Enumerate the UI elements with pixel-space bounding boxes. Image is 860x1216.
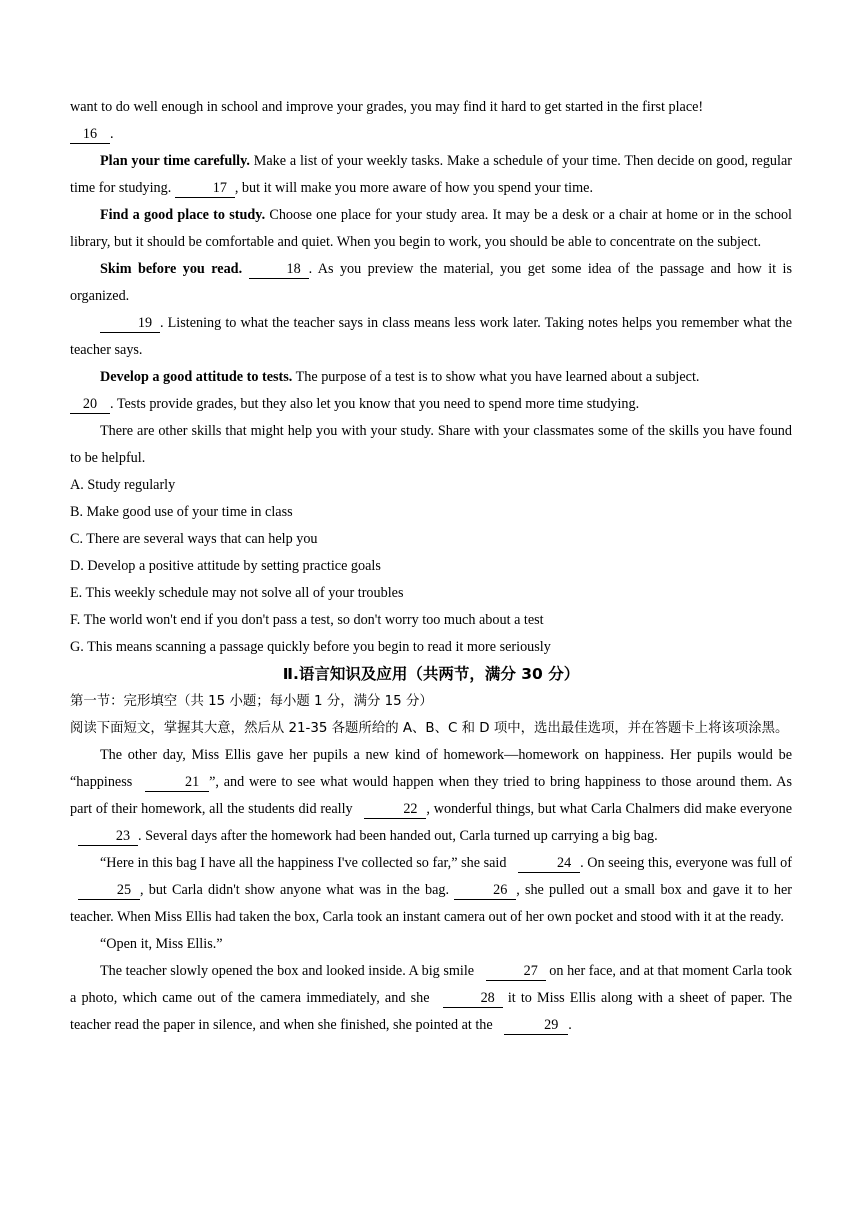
option-a: A. Study regularly xyxy=(70,477,176,493)
document-body xyxy=(70,94,792,1039)
tip-heading: Develop a good attitude to tests. xyxy=(100,369,293,385)
subsection-title: 第一节：完形填空（共 15 小题；每小题 1 分，满分 15 分） xyxy=(70,694,433,709)
blank-25: 25 xyxy=(78,882,140,900)
blank-18: 18 xyxy=(249,261,309,279)
blank-21: 21 xyxy=(145,774,209,792)
paragraph-skim: Skim before you read. 18 . As you preview the material, you get some idea of the passage and how it is organized. xyxy=(70,261,793,304)
paragraph-study-place: Find a good place to study. Choose one place for your study area. It may be a desk or a chair at home or in the school library, but it should be comfortable and quiet. When you begin to work, you should be able to concentrate on the subject. xyxy=(70,207,792,250)
option-e: E. This weekly schedule may not solve all of your troubles xyxy=(70,585,404,601)
paragraph-listen: 19 . Listening to what the teacher says in class means less work later. Taking notes helps you remember what the teacher says. xyxy=(70,315,792,358)
blank-22: 22 xyxy=(364,801,426,819)
paragraph-blank-20: 20 . Tests provide grades, but they also let you know that you need to spend more time studying. xyxy=(70,391,792,418)
cloze-paragraph-1: The other day, Miss Ellis gave her pupils a new kind of homework—homework on happiness. Her pupils would be “happiness 21 ”, and were to see what would happen when they tried to bring happiness to those around them. As part of their homework, all the students did really 22 , wonderful things, but what Carla Chalmers did make everyone 23 . Several days after the homework had been handed out, Carla turned up carrying a big bag. xyxy=(70,747,792,844)
paragraph-intro: want to do well enough in school and improve your grades, you may find it hard to get started in the first place! xyxy=(70,99,704,115)
paragraph-attitude: Develop a good attitude to tests. The purpose of a test is to show what you have learned about a subject. xyxy=(100,369,700,385)
tip-heading: Skim before you read. xyxy=(100,261,243,277)
blank-26: 26 xyxy=(454,882,516,900)
blank-28: 28 xyxy=(443,990,503,1008)
blank-27: 27 xyxy=(486,963,546,981)
section-title: Ⅱ.语言知识及应用（共两节，满分 30 分） xyxy=(282,665,580,683)
cloze-paragraph-4: The teacher slowly opened the box and looked inside. A big smile 27 on her face, and at that moment Carla took a photo, which came out of the camera immediately, and she 28 it to Miss Ellis along with a sheet of paper. The teacher read the paper in silence, and when she finished, she pointed at the 29 . xyxy=(70,963,792,1033)
blank-29: 29 xyxy=(504,1017,568,1035)
blank-23: 23 xyxy=(78,828,138,846)
blank-19: 19 xyxy=(100,315,160,333)
cloze-paragraph-3: “Open it, Miss Ellis.” xyxy=(100,936,223,952)
instructions: 阅读下面短文，掌握其大意，然后从 21-35 各题所给的 A、B、C 和 D 项中，选出最佳选项，并在答题卡上将该项涂黑。 xyxy=(70,721,789,736)
paragraph-plan-time: Plan your time carefully. Make a list of your weekly tasks. Make a schedule of your time. Then decide on good, regular time for studying. 17 , but it will make you more aware of how you spend your time. xyxy=(70,153,792,196)
option-c: C. There are several ways that can help you xyxy=(70,531,318,547)
paragraph-blank-16: 16 . xyxy=(70,121,792,148)
option-f: F. The world won't end if you don't pass a test, so don't worry too much about a test xyxy=(70,612,544,628)
blank-24: 24 xyxy=(518,855,580,873)
option-b: B. Make good use of your time in class xyxy=(70,504,293,520)
paragraph-other-skills: There are other skills that might help you with your study. Share with your classmates some of the skills you have found to be helpful. xyxy=(70,423,792,466)
tip-heading: Find a good place to study. xyxy=(100,207,266,223)
tip-heading: Plan your time carefully. xyxy=(100,153,250,169)
blank-20: 20 xyxy=(70,396,110,414)
blank-17: 17 xyxy=(175,180,235,198)
option-g: G. This means scanning a passage quickly before you begin to read it more seriously xyxy=(70,639,551,655)
blank-16: 16 xyxy=(70,126,110,144)
cloze-paragraph-2: “Here in this bag I have all the happiness I've collected so far,” she said 24 . On seeing this, everyone was full of 25 , but Carla didn't show anyone what was in the bag. 26 , she pulled out a small box and gave it to her teacher. When Miss Ellis had taken the box, Carla took an instant camera out of her own pocket and stood with it at the ready. xyxy=(70,855,792,925)
option-d: D. Develop a positive attitude by setting practice goals xyxy=(70,558,381,574)
